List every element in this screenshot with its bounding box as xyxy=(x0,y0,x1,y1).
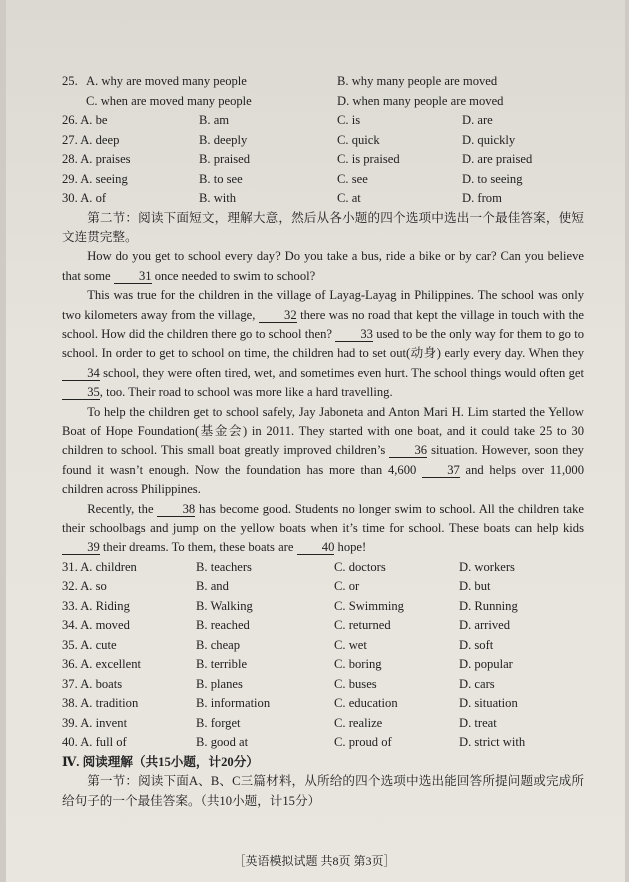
part-4-heading: Ⅳ. 阅读理解（共15小题，计20分） xyxy=(62,754,259,769)
option-a: 31. A. children xyxy=(62,559,137,574)
option-d: D. workers xyxy=(459,559,515,574)
option-a: 39. A. invent xyxy=(62,715,128,730)
option-c: C. quick xyxy=(337,132,380,147)
passage-paragraph-3: To help the children get to school safely, Jay Jaboneta and Anton Mari H. Lim started the Yellow Boat of Hope Foundation(基金会) in 2011. They started with one boat, and it could take 25 to 30 children to school. This small boat greatly improved children’s 36 situation. However, soon they found it wasn’t enough. Now the foundation has more than 4,600 37 and helps over 11,000 children across Philippines. xyxy=(62,404,584,497)
option-d: D. are xyxy=(462,113,493,127)
option-d: D. situation xyxy=(459,696,518,711)
option-d: D. arrived xyxy=(459,618,511,633)
blank-32: 32 xyxy=(259,308,297,323)
option-b: B. deeply xyxy=(199,132,248,147)
blank-40: 40 xyxy=(297,540,335,555)
option-b: B. am xyxy=(199,113,230,127)
option-b: B. with xyxy=(199,191,237,205)
option-d: D. quickly xyxy=(462,132,516,147)
option-a: 34. A. moved xyxy=(62,618,130,633)
q25-number: 25. xyxy=(62,74,78,88)
option-b: B. to see xyxy=(199,171,243,186)
option-b: B. planes xyxy=(196,676,243,691)
option-b: B. teachers xyxy=(196,559,252,574)
blank-39: 39 xyxy=(62,540,100,555)
question-row xyxy=(62,150,584,170)
option-b: B. and xyxy=(196,579,229,594)
blank-33: 33 xyxy=(335,327,373,342)
blank-38: 38 xyxy=(157,502,195,517)
option-b: B. cheap xyxy=(196,637,241,652)
option-a: 36. A. excellent xyxy=(62,657,142,672)
q25-option-a: A. why are moved many people xyxy=(86,74,247,88)
question-row xyxy=(62,733,584,753)
option-d: D. strict with xyxy=(459,735,526,750)
option-d: D. but xyxy=(459,579,491,594)
question-row xyxy=(62,131,584,151)
question-25-row2 xyxy=(62,92,584,112)
passage-paragraph-2: This was true for the children in the village of Layag-Layag in Philippines. The school was only two kilometers away from the village, 32 there was no road that kept the village in touch with the school. How did the children there go to school then? 33 used to be the only way for them to go to school. In order to get to school on time, the children had to set out(动身) early every day. When they 34 school, they were often tired, wet, and sometimes even hurt. The school things would often get 35, too. Their road to school was more like a hard travelling. xyxy=(62,288,584,400)
q25-option-d: D. when many people are moved xyxy=(337,93,504,108)
option-c: C. buses xyxy=(334,676,377,691)
question-row xyxy=(62,714,584,734)
question-row xyxy=(62,655,584,675)
page-footer: ［英语模拟试题 共8页 第3页］ xyxy=(233,854,396,868)
question-group-31-40 xyxy=(62,558,584,753)
option-b: B. reached xyxy=(196,618,250,633)
question-group-26-30 xyxy=(62,111,584,209)
option-a: 37. A. boats xyxy=(62,676,123,691)
option-d: D. popular xyxy=(459,657,513,672)
option-a: 29. A. seeing xyxy=(62,171,128,186)
option-a: 33. A. Riding xyxy=(62,598,130,613)
question-row xyxy=(62,616,584,636)
option-a: 32. A. so xyxy=(62,579,107,594)
option-a: 40. A. full of xyxy=(62,735,127,750)
option-d: D. soft xyxy=(459,637,494,652)
option-b: B. terrible xyxy=(196,657,248,672)
option-c: C. is praised xyxy=(337,152,400,166)
option-b: B. praised xyxy=(199,152,251,166)
option-c: C. Swimming xyxy=(334,598,404,613)
question-row xyxy=(62,170,584,190)
option-a: 35. A. cute xyxy=(62,637,117,652)
option-a: 38. A. tradition xyxy=(62,696,139,711)
question-row xyxy=(62,597,584,617)
question-row xyxy=(62,189,584,209)
exam-page xyxy=(62,72,584,811)
option-c: C. proud of xyxy=(334,735,392,750)
option-b: B. good at xyxy=(196,735,249,750)
option-d: D. Running xyxy=(459,598,518,613)
question-row xyxy=(62,675,584,695)
option-c: C. doctors xyxy=(334,559,386,574)
question-row xyxy=(62,558,584,578)
option-d: D. treat xyxy=(459,715,497,730)
option-a: 28. A. praises xyxy=(62,152,131,166)
option-b: B. Walking xyxy=(196,598,253,613)
part-4-instruction-block xyxy=(62,772,584,811)
blank-36: 36 xyxy=(389,443,427,458)
option-b: B. information xyxy=(196,696,271,711)
blank-31: 31 xyxy=(114,269,152,284)
option-c: C. see xyxy=(337,171,368,186)
option-c: C. wet xyxy=(334,637,367,652)
option-c: C. boring xyxy=(334,657,382,672)
option-d: D. to seeing xyxy=(462,171,523,186)
option-c: C. realize xyxy=(334,715,383,730)
q25-option-b: B. why many people are moved xyxy=(337,74,498,88)
blank-35: 35 xyxy=(62,385,100,400)
option-a: 27. A. deep xyxy=(62,132,120,147)
q25-option-c: C. when are moved many people xyxy=(86,93,252,108)
question-25-row1 xyxy=(62,72,584,92)
cloze-passage xyxy=(62,209,584,558)
option-c: C. is xyxy=(337,113,361,127)
option-a: 26. A. be xyxy=(62,113,108,127)
option-c: C. or xyxy=(334,579,360,594)
question-row xyxy=(62,694,584,714)
passage-paragraph-1: How do you get to school every day? Do you take a bus, ride a bike or by car? Can you believe that some 31 once needed to swim to school? xyxy=(62,249,584,283)
option-d: D. cars xyxy=(459,676,495,691)
option-c: C. returned xyxy=(334,618,391,633)
option-d: D. from xyxy=(462,191,502,205)
section-2-instruction: 第二节：阅读下面短文，理解大意，然后从各小题的四个选项中选出一个最佳答案，使短文连贯完整。 xyxy=(62,210,584,244)
passage-paragraph-4: Recently, the 38 has become good. Students no longer swim to school. All the children take their schoolbags and jump on the yellow boats when it’s time for school. These boats can help kids 39 their dreams. To them, these boats are 40 hope! xyxy=(62,501,585,555)
blank-34: 34 xyxy=(62,366,100,381)
option-a: 30. A. of xyxy=(62,191,107,205)
option-b: B. forget xyxy=(196,715,241,730)
blank-37: 37 xyxy=(422,463,460,478)
option-d: D. are praised xyxy=(462,152,533,166)
option-c: C. education xyxy=(334,696,398,711)
part-4-instruction: 第一节：阅读下面A、B、C三篇材料，从所给的四个选项中选出能回答所提问题或完成所给句子的一个最佳答案。（共10小题，计15分） xyxy=(62,774,584,808)
question-row xyxy=(62,111,584,131)
question-row xyxy=(62,636,584,656)
question-row xyxy=(62,577,584,597)
option-c: C. at xyxy=(337,191,361,205)
